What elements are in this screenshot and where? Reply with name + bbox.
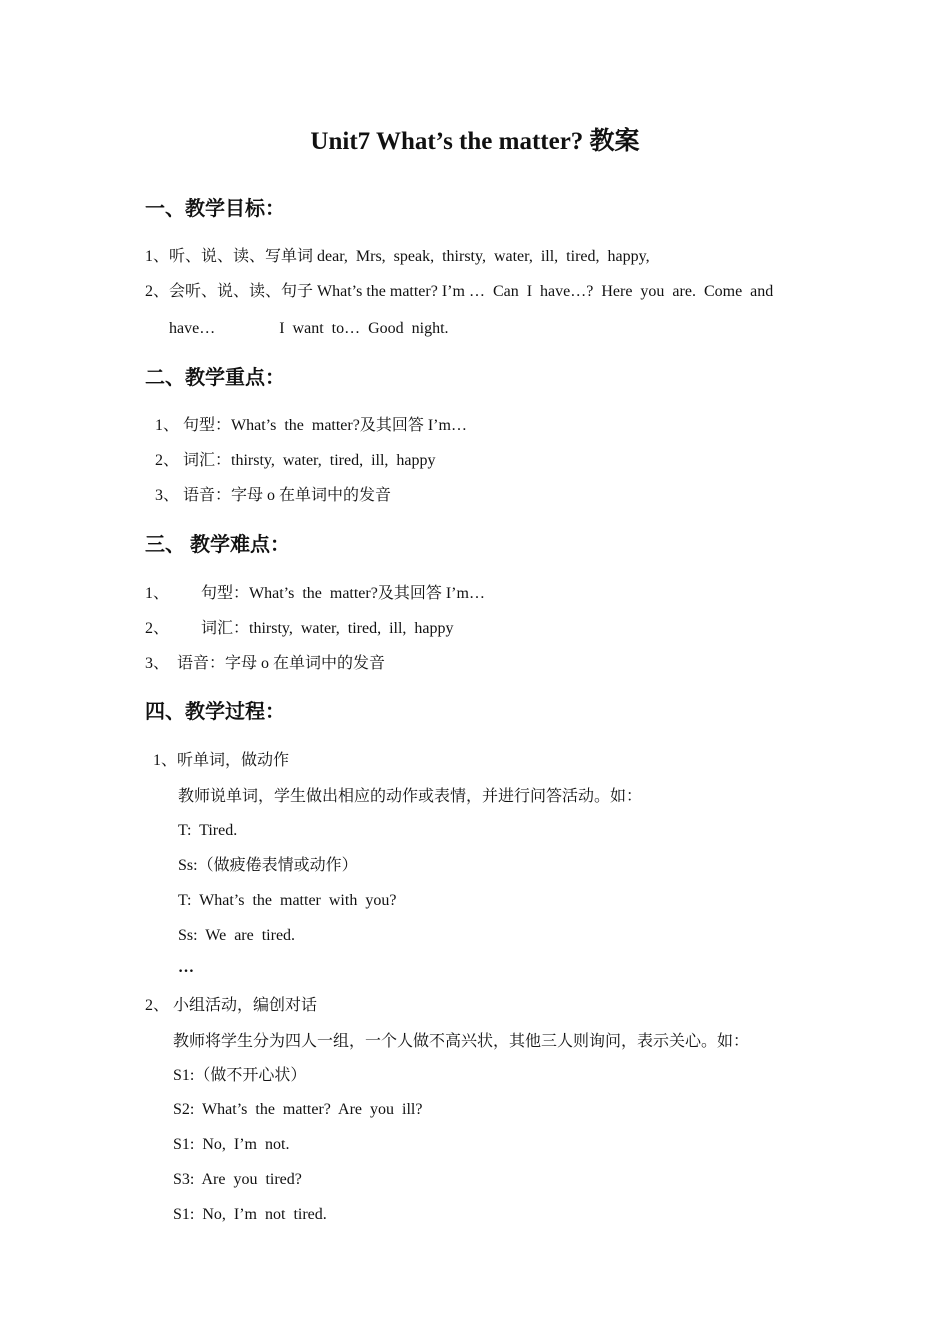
difficulty-item: 1、 句型：What’s the matter?及其回答 I’m… <box>145 585 485 602</box>
section-heading-process: 四、教学过程： <box>145 701 285 723</box>
process-line: S1:（做不开心状） <box>173 1067 307 1084</box>
process-line: 教师将学生分为四人一组，一个人做不高兴状，其他三人则询问，表示关心。如： <box>173 1033 750 1050</box>
key-point-item: 1、 句型：What’s the matter?及其回答 I’m… <box>155 417 467 434</box>
process-line: 教师说单词，学生做出相应的动作或表情，并进行问答活动。如： <box>178 788 643 805</box>
section-heading-objectives: 一、教学目标： <box>145 198 285 220</box>
process-step-label: 2、 小组活动，编创对话 <box>145 997 318 1014</box>
key-point-item: 3、 语音：字母 o 在单词中的发音 <box>155 487 392 504</box>
process-line: T: Tired. <box>178 822 238 839</box>
objective-item: have… I want to… Good night. <box>169 320 449 337</box>
process-line: S3: Are you tired? <box>173 1171 302 1188</box>
process-line: S1: No, I’m not tired. <box>173 1206 327 1223</box>
difficulty-item: 3、 语音：字母 o 在单词中的发音 <box>145 655 386 672</box>
process-step-label: 1、听单词，做动作 <box>153 752 290 769</box>
process-ellipsis: … <box>178 959 194 976</box>
process-line: T: What’s the matter with you? <box>178 892 397 909</box>
document-title: Unit7 What’s the matter? 教案 <box>310 128 640 155</box>
process-line: S1: No, I’m not. <box>173 1136 290 1153</box>
objective-item: 1、听、说、读、写单词 dear, Mrs, speak, thirsty, water, ill, tired, happy, <box>145 248 650 265</box>
objective-item: 2、会听、说、读、句子 What’s the matter? I’m … Can I have…? Here you are. Come and <box>145 283 774 300</box>
section-heading-difficulties: 三、 教学难点： <box>145 534 290 556</box>
difficulty-item: 2、 词汇：thirsty, water, tired, ill, happy <box>145 620 454 637</box>
process-line: Ss: We are tired. <box>178 927 296 944</box>
process-line: Ss:（做疲倦表情或动作） <box>178 857 358 874</box>
section-heading-key-points: 二、教学重点： <box>145 367 285 389</box>
process-line: S2: What’s the matter? Are you ill? <box>173 1101 423 1118</box>
key-point-item: 2、 词汇：thirsty, water, tired, ill, happy <box>155 452 436 469</box>
